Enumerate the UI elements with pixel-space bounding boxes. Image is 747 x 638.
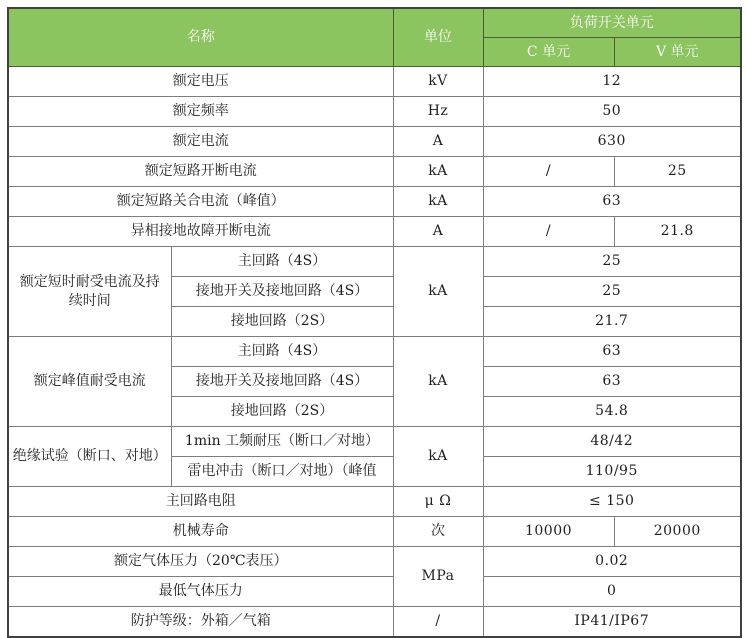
spec-unit: kV xyxy=(393,67,483,97)
spec-sub-name: 接地回路（2S） xyxy=(171,397,393,427)
header-group: 负荷开关单元 xyxy=(483,8,741,38)
header-row-1 xyxy=(8,8,741,38)
spec-value: 25 xyxy=(483,247,741,277)
spec-name: 额定电压 xyxy=(8,67,393,97)
spec-unit: kA xyxy=(393,427,483,487)
spec-value: ≤ 150 xyxy=(483,487,741,517)
spec-value: 12 xyxy=(483,67,741,97)
spec-unit: μ Ω xyxy=(393,487,483,517)
spec-unit: kA xyxy=(393,337,483,427)
spec-unit: MPa xyxy=(393,547,483,607)
row-main-circuit-resistance xyxy=(8,487,741,517)
row-short-circuit-breaking xyxy=(8,157,741,187)
header-unit: 单位 xyxy=(393,8,483,67)
spec-table xyxy=(7,7,742,638)
spec-sub-name: 雷电冲击（断口／对地）（峰值 xyxy=(171,457,393,487)
spec-name: 异相接地故障开断电流 xyxy=(8,217,393,247)
spec-group-name: 额定短时耐受电流及持续时间 xyxy=(8,247,171,337)
spec-sub-name: 接地开关及接地回路（4S） xyxy=(171,367,393,397)
row-rated-frequency xyxy=(8,97,741,127)
spec-group-name: 额定峰值耐受电流 xyxy=(8,337,171,427)
row-insulation-test-1 xyxy=(8,427,741,457)
spec-name: 额定气体压力（20℃表压） xyxy=(8,547,393,577)
spec-unit: / xyxy=(393,607,483,638)
row-peak-withstand-1 xyxy=(8,337,741,367)
spec-value: 110/95 xyxy=(483,457,741,487)
spec-name: 额定短路关合电流（峰值） xyxy=(8,187,393,217)
spec-value: 54.8 xyxy=(483,397,741,427)
row-rated-current xyxy=(8,127,741,157)
row-mechanical-life xyxy=(8,517,741,547)
spec-sub-name: 主回路（4S） xyxy=(171,247,393,277)
spec-group-name: 绝缘试验（断口、对地） xyxy=(8,427,171,487)
spec-name: 主回路电阻 xyxy=(8,487,393,517)
spec-sub-name: 接地回路（2S） xyxy=(171,307,393,337)
spec-value: 0 xyxy=(483,577,741,607)
spec-unit: kA xyxy=(393,157,483,187)
row-rated-gas-pressure xyxy=(8,547,741,577)
spec-unit: Hz xyxy=(393,97,483,127)
spec-unit: kA xyxy=(393,247,483,337)
spec-value: 63 xyxy=(483,367,741,397)
row-earth-fault-breaking xyxy=(8,217,741,247)
spec-value: 48/42 xyxy=(483,427,741,457)
spec-value: 50 xyxy=(483,97,741,127)
header-c-unit: C 单元 xyxy=(483,38,614,67)
spec-value-v: 20000 xyxy=(614,517,741,547)
spec-name: 额定频率 xyxy=(8,97,393,127)
spec-value: 63 xyxy=(483,187,741,217)
row-short-time-withstand-1 xyxy=(8,247,741,277)
spec-unit: A xyxy=(393,217,483,247)
spec-value: 25 xyxy=(483,277,741,307)
spec-value: 0.02 xyxy=(483,547,741,577)
spec-value-c: / xyxy=(483,157,614,187)
row-short-circuit-making xyxy=(8,187,741,217)
spec-sub-name: 主回路（4S） xyxy=(171,337,393,367)
spec-value-v: 25 xyxy=(614,157,741,187)
header-v-unit: V 单元 xyxy=(614,38,741,67)
spec-value: 63 xyxy=(483,337,741,367)
spec-sub-name: 接地开关及接地回路（4S） xyxy=(171,277,393,307)
row-protection-degree xyxy=(8,607,741,638)
spec-value-v: 21.8 xyxy=(614,217,741,247)
spec-value: 21.7 xyxy=(483,307,741,337)
spec-name: 额定电流 xyxy=(8,127,393,157)
row-rated-voltage xyxy=(8,67,741,97)
spec-name: 防护等级：外箱／气箱 xyxy=(8,607,393,638)
row-minimum-gas-pressure xyxy=(8,577,741,607)
spec-name: 最低气体压力 xyxy=(8,577,393,607)
spec-unit: 次 xyxy=(393,517,483,547)
spec-unit: kA xyxy=(393,187,483,217)
spec-value-c: / xyxy=(483,217,614,247)
spec-name: 额定短路开断电流 xyxy=(8,157,393,187)
spec-value: IP41/IP67 xyxy=(483,607,741,638)
spec-unit: A xyxy=(393,127,483,157)
header-name: 名称 xyxy=(8,8,393,67)
spec-name: 机械寿命 xyxy=(8,517,393,547)
spec-value: 630 xyxy=(483,127,741,157)
spec-value-c: 10000 xyxy=(483,517,614,547)
spec-sub-name: 1min 工频耐压（断口／对地） xyxy=(171,427,393,457)
